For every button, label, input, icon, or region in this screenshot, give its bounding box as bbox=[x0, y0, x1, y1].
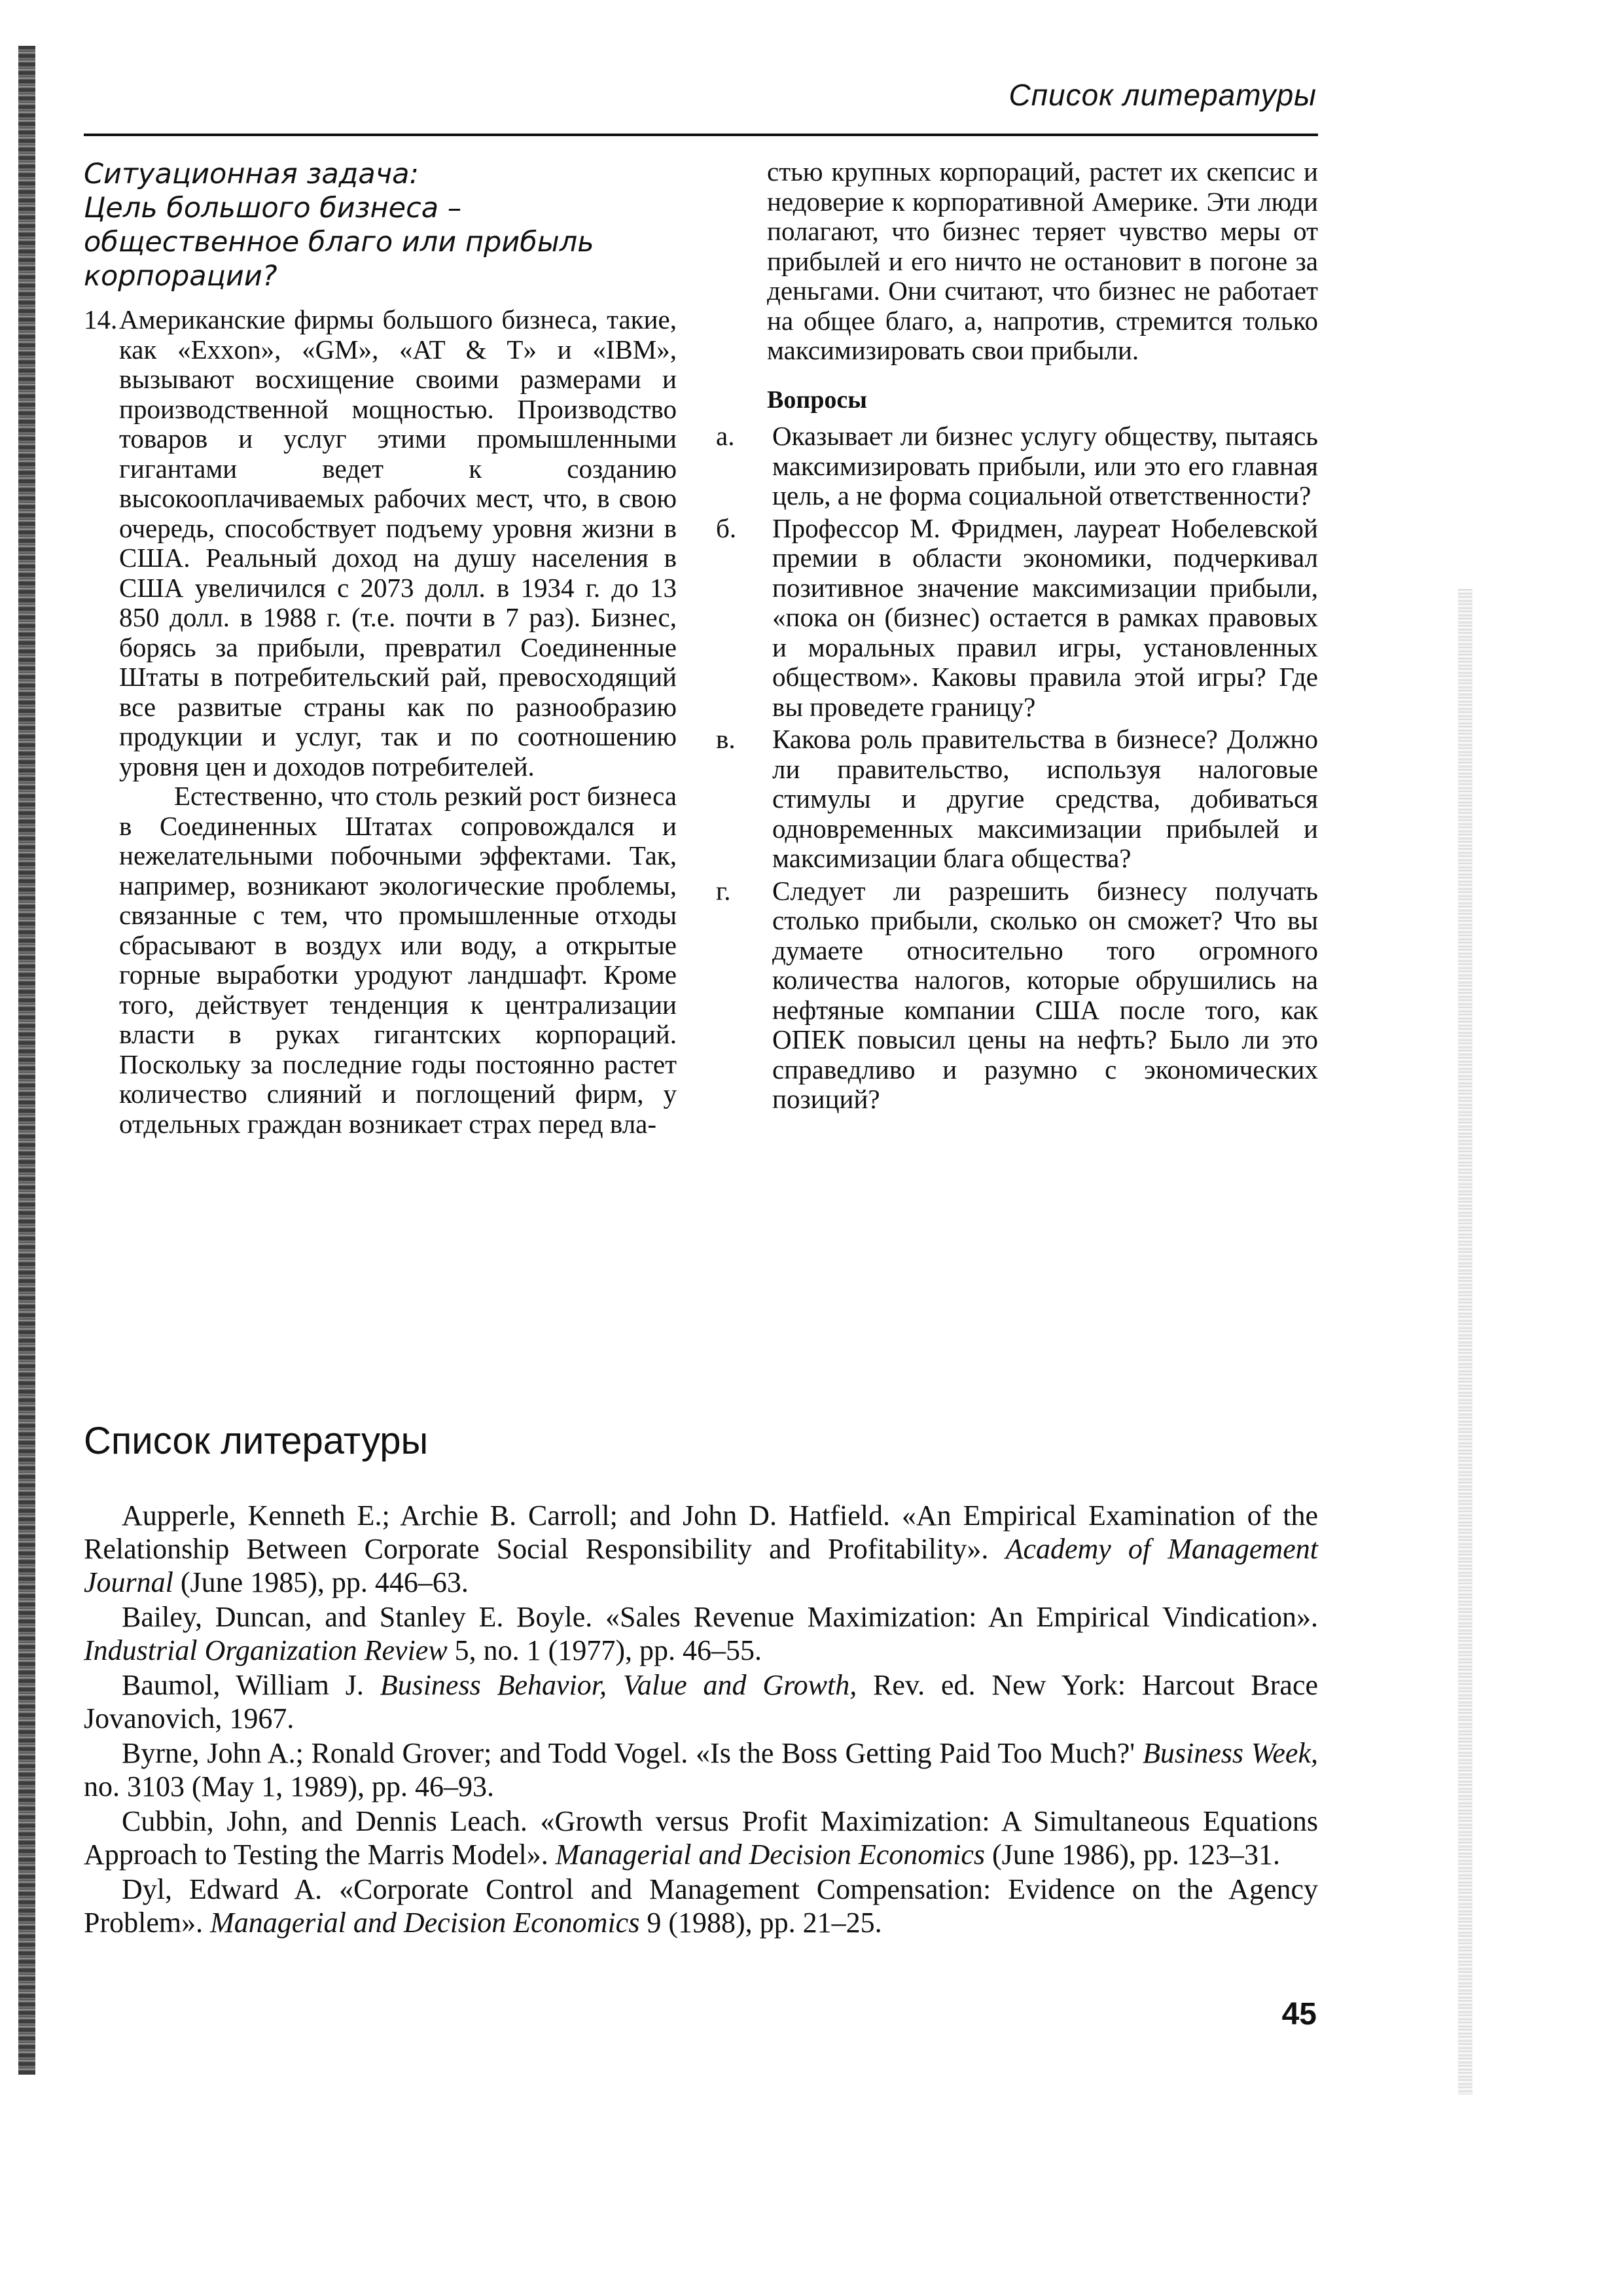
case-title-line: корпорации? bbox=[84, 260, 277, 293]
running-head: Список литературы bbox=[1008, 78, 1317, 112]
reference-item bbox=[84, 1668, 1318, 1735]
question-text: Оказывает ли бизнес услугу обществу, пытаясь максимизировать прибыли, или это его главная цель, а не форма социальной ответственности? bbox=[772, 421, 1318, 511]
reference-details: Rev. ed. New York: Harcout Brace Jovanovich, 1967. bbox=[84, 1669, 1318, 1734]
reference-source: Managerial and Decision Economics bbox=[210, 1907, 640, 1939]
page-number: 45 bbox=[1281, 1997, 1317, 2032]
references-heading: Список литературы bbox=[84, 1420, 429, 1462]
question-text: Профессор М. Фридмен, лауреат Нобелевской премии в области экономики, подчеркивал позитивное значение максимизации прибыли, «пока он (бизнес) остается в рамках правовых и моральных правил игры, установленных обществом». Каковы правила этой игры? Где вы проведете границу? bbox=[772, 512, 1318, 722]
question-item bbox=[716, 512, 1318, 723]
reference-text: Byrne, John A.; Ronald Grover; and Todd Vogel. «Is the Boss Getting Paid Too Much?' bbox=[122, 1737, 1143, 1769]
case-title bbox=[84, 157, 677, 293]
case-item-number: 14. bbox=[84, 304, 118, 334]
reference-details: no. 3103 (May 1, 1989), pp. 46–93. bbox=[84, 1770, 494, 1803]
reference-text: Cubbin, John, and Dennis Leach. «Growth versus Profit Maximization: A Simultaneous Equations Approach to Testing the Marris Model». bbox=[84, 1805, 1318, 1871]
reference-text: Aupperle, Kenneth E.; Archie B. Carroll; and John D. Hatfield. «An Empirical Examination of the Relationship Between Corporate Social Responsibility and Profitability». bbox=[84, 1499, 1318, 1565]
question-item bbox=[716, 421, 1318, 511]
question-letter: г. bbox=[716, 875, 731, 906]
case-paragraph-2: Естественно, что столь резкий рост бизнеса в Соединенных Штатах сопровождался и нежелательными побочными эффектами. Так, например, возникают экологические проблемы, связанные с тем, что промышленные отходы сбрасывают в воздух или воду, а открытые горные выработки уродуют ландшафт. Кроме того, действует тенденция к централизации власти в руках гигантских корпораций. Поскольку за последние годы постоянно растет количество слияний и поглощений фирм, у отдельных граждан возникает страх перед вла- bbox=[119, 781, 677, 1139]
case-continuation: стью крупных корпораций, растет их скепсис и недоверие к корпоративной Америке. Эти люди полагают, что бизнес теряет чувство меры от прибылей и его ничто не остановит в погоне за деньгами. Они считают, что бизнес не работает на общее благо, а, напротив, стремится только максимизировать свои прибыли. bbox=[767, 156, 1318, 365]
right-column bbox=[716, 156, 1318, 1117]
reference-details: (June 1986), pp. 123–31. bbox=[984, 1839, 1280, 1871]
scan-edge-left bbox=[18, 46, 35, 2075]
reference-source: Business Behavior, Value and Growth, bbox=[380, 1669, 857, 1701]
reference-item bbox=[84, 1499, 1318, 1599]
case-item-text: Американские фирмы большого бизнеса, такие, как «Exxon», «GM», «AT & T» и «IBM», вызывают восхищение своими размерами и производственной мощностью. Производство товаров и услуг этими промышленными гигантами ведет к созданию высокооплачиваемых рабочих мест, что, в свою очередь, способствует подъему уровня жизни в США. Реальный доход на душу населения в США увеличился с 2073 долл. в 1934 г. до 13 850 долл. в 1988 г. (т.е. почти в 7 раз). Бизнес, борясь за прибыли, превратил Соединенные Штаты в потребительский рай, превосходящий все развитые страны как по разнообразию продукции и услуг, так и по соотношению уровня цен и доходов потребителей. bbox=[119, 304, 677, 781]
reference-source: Managerial and Decision Economics bbox=[555, 1839, 985, 1871]
reference-source: Business Week, bbox=[1143, 1737, 1318, 1769]
reference-item bbox=[84, 1736, 1318, 1803]
left-column bbox=[84, 157, 677, 1139]
case-title-line: Цель большого бизнеса – bbox=[84, 192, 462, 224]
question-letter: б. bbox=[716, 512, 737, 543]
questions-heading: Вопросы bbox=[767, 386, 867, 414]
reference-text: Bailey, Duncan, and Stanley E. Boyle. «Sales Revenue Maximization: An Empirical Vindication». bbox=[122, 1601, 1318, 1633]
reference-source: Academy of Management Journal bbox=[84, 1533, 1318, 1598]
question-text: Следует ли разрешить бизнесу получать столько прибыли, сколько он сможет? Что вы думаете относительно того огромного количества налогов, которые обрушились на нефтяные компании США после того, как ОПЕК повысил цены на нефть? Было ли это справедливо и разумно с экономических позиций? bbox=[772, 875, 1318, 1114]
reference-item bbox=[84, 1873, 1318, 1939]
reference-text: Baumol, William J. bbox=[122, 1669, 380, 1701]
reference-source: Industrial Organization Review bbox=[84, 1634, 448, 1666]
reference-text: Dyl, Edward A. «Corporate Control and Management Compensation: Evidence on the Agency Problem». bbox=[84, 1873, 1318, 1939]
question-item bbox=[716, 875, 1318, 1115]
reference-details: 5, no. 1 (1977), pp. 46–55. bbox=[447, 1634, 762, 1666]
reference-item bbox=[84, 1804, 1318, 1871]
question-text: Какова роль правительства в бизнесе? Должно ли правительство, используя налоговые стимулы и другие средства, добиваться одновременных максимизации прибылей и максимизации блага общества? bbox=[772, 724, 1318, 873]
reference-details: (June 1985), pp. 446–63. bbox=[173, 1566, 469, 1598]
case-title-line: общественное благо или прибыль bbox=[84, 226, 594, 259]
question-letter: в. bbox=[716, 724, 736, 754]
reference-details: 9 (1988), pp. 21–25. bbox=[639, 1907, 882, 1939]
question-letter: а. bbox=[716, 421, 735, 451]
reference-item bbox=[84, 1600, 1318, 1667]
header-rule bbox=[84, 134, 1318, 136]
scan-edge-right bbox=[1458, 589, 1472, 2094]
question-item bbox=[716, 724, 1318, 874]
case-title-line: Ситуационная задача: bbox=[84, 158, 419, 190]
references-list bbox=[84, 1499, 1318, 1941]
case-item bbox=[84, 305, 677, 1139]
